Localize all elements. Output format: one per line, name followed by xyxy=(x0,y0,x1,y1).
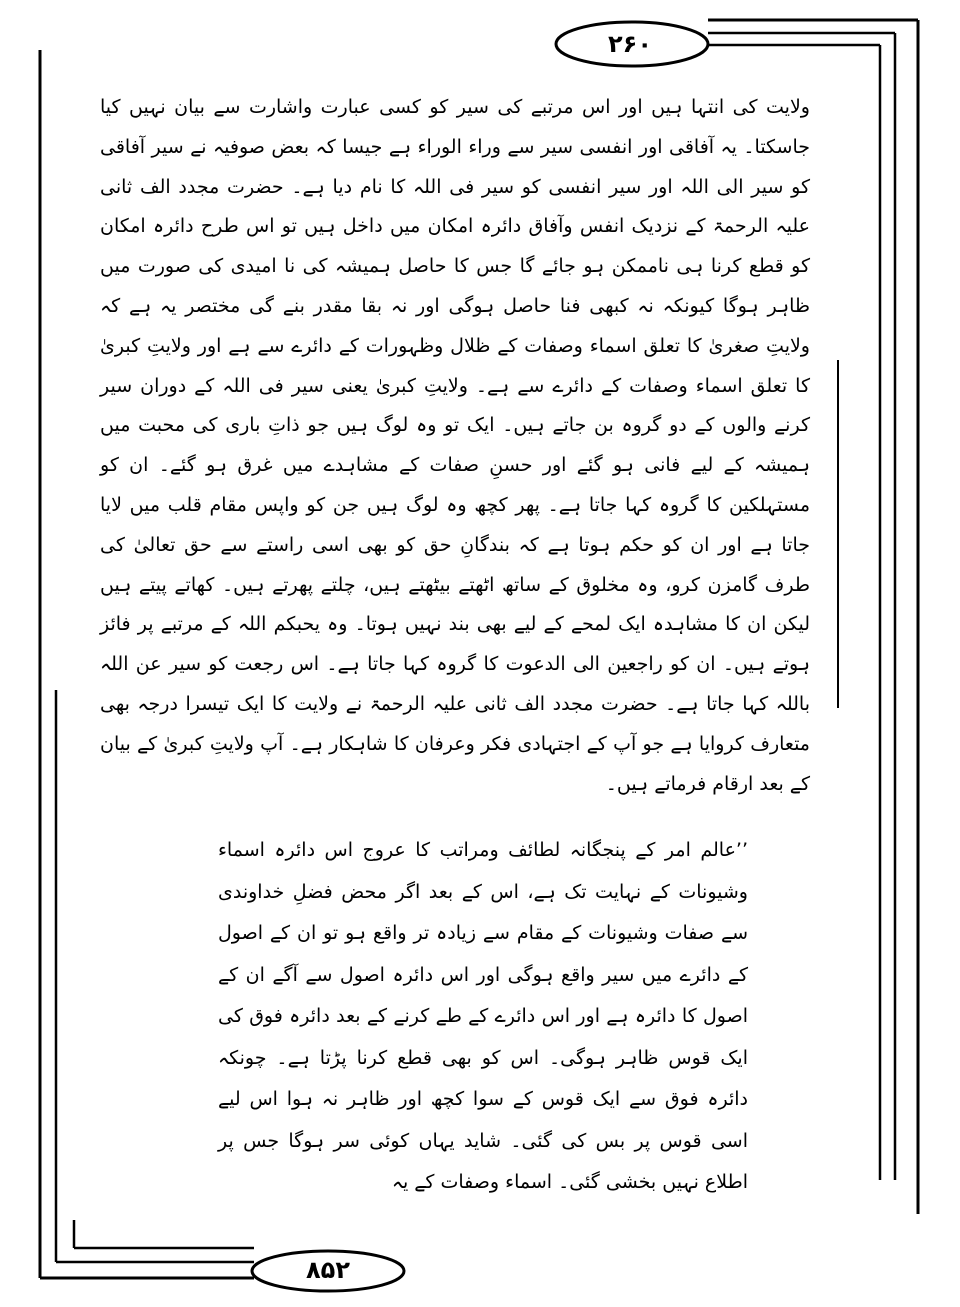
top-page-number: ۲۶۰ xyxy=(608,30,652,58)
block-quote: ’’عالم امر کے پنجگانہ لطائف ومراتب کا عروج اس دائرہ اسماء وشیونات کے نہایت تک ہے، اس کے بعد اگر محض فضلِ خداوندی سے صفات وشیونات کے مقام سے زیادہ تر واقع ہو تو ان کے اصول کے دائرے میں سیر واقع ہوگی اور اس دائرہ اصول سے آگے ان کے اصول کا دائرہ ہے اور اس دائرے کے طے کرنے کے بعد دائرہ فوق کی ایک قوس ظاہر ہوگی۔ اس کو بھی قطع کرنا پڑتا ہے۔ چونکہ دائرہ فوق سے ایک قوس کے سوا کچھ اور ظاہر نہ ہوا اس لیے اسی قوس پر بس کی گئی۔ شاید یہاں کوئی سر ہوگا جس پر اطلاع نہیں بخشی گئی۔ اسماء وصفات کے یہ xyxy=(218,839,748,1193)
bottom-page-number: ۸۵۲ xyxy=(306,1256,350,1284)
main-paragraph: ولایت کی انتہا ہیں اور اس مرتبے کی سیر کو کسی عبارت واشارت سے بیان نہیں کیا جاسکتا۔ یہ آفاقی اور انفسی سیر سے وراء الوراء ہے جیسا کہ بعض صوفیہ نے سیر آفاقی کو سیر الی اللہ اور سیر انفسی کو سیر فی اللہ کا نام دیا ہے۔ حضرت مجدد الف ثانی علیہ الرحمۃ کے نزدیک انفس وآفاق دائرہ امکان میں داخل ہیں تو اس طرح دائرہ امکان کو قطع کرنا ہی ناممکن ہو جائے گا جس کا حاصل ہمیشہ کی نا امیدی کی صورت میں ظاہر ہوگا کیونکہ نہ کبھی فنا حاصل ہوگی اور نہ بقا مقدر بنے گی مختصر یہ ہے کہ ولایتِ صغریٰ کا تعلق اسماء وصفات کے ظلال وظہورات کے دائرے سے ہے اور ولایتِ کبریٰ کا تعلق اسماء وصفات کے دائرے سے ہے۔ ولایتِ کبریٰ یعنی سیر فی اللہ کے دوران سیر کرنے والوں کے دو گروہ بن جاتے ہیں۔ ایک تو وہ لوگ ہیں جو ذاتِ باری کی محبت میں ہمیشہ کے لیے فانی ہو گئے اور حسنِ صفات کے مشاہدے میں غرق ہو گئے۔ ان کو مستہلکین کا گروہ کہا جاتا ہے۔ پھر کچھ وہ لوگ ہیں جن کو واپس مقام قلب میں لایا جاتا ہے اور ان کو حکم ہوتا ہے کہ بندگانِ حق کو بھی اسی راستے سے حق تعالیٰ کی طرف گامزن کرو، وہ مخلوق کے ساتھ اٹھتے بیٹھتے ہیں، چلتے پھرتے ہیں۔ کھاتے پیتے ہیں لیکن ان کا مشاہدہ ایک لمحے کے لیے بھی بند نہیں ہوتا۔ وہ یحبکم اللہ کے مرتبے پر فائز ہوتے ہیں۔ ان کو راجعین الی الدعوت کا گروہ کہا جاتا ہے۔ اس رجعت کو سیر عن اللہ باللہ کہا جاتا ہے۔ حضرت مجدد الف ثانی علیہ الرحمۃ نے ولایت کا ایک تیسرا درجہ بھی متعارف کروایا ہے جو آپ کے اجتہادی فکر وعرفان کا شاہکار ہے۔ آپ ولایتِ کبریٰ کے بیان کے بعد ارقام فرماتے ہیں۔ xyxy=(100,96,810,795)
